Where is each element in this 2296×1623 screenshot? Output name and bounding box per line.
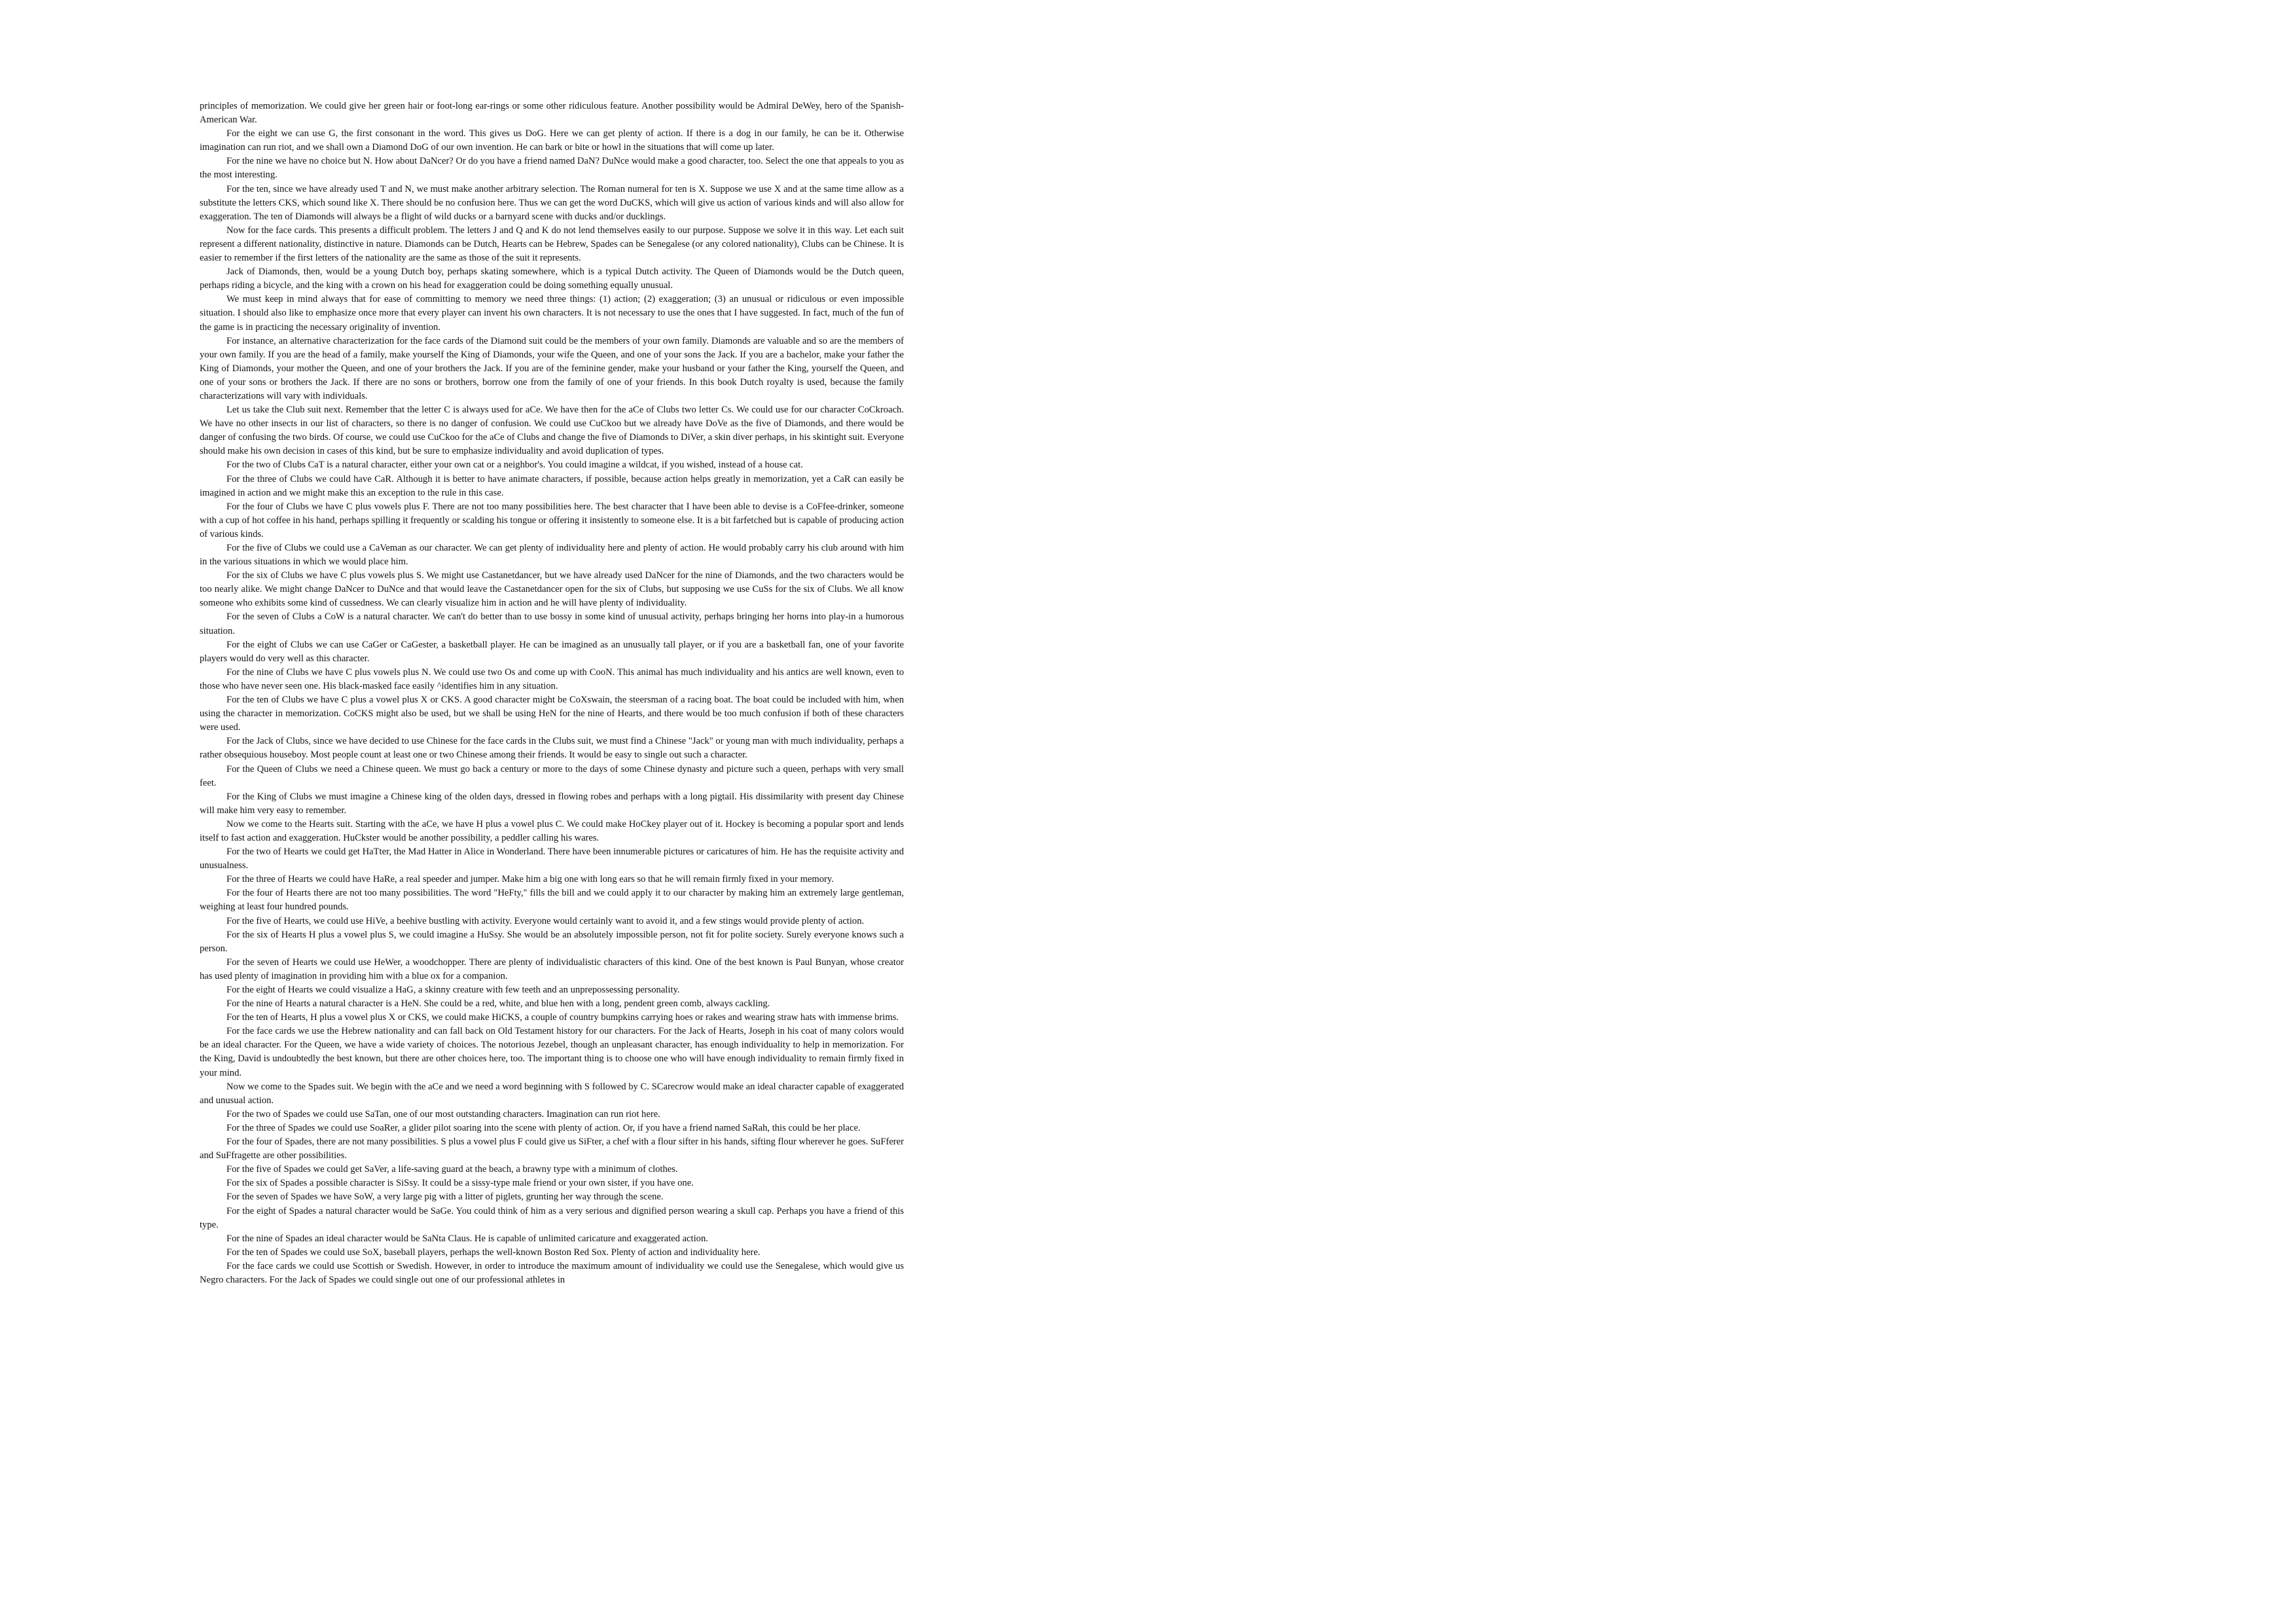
paragraph: Let us take the Club suit next. Remember that the letter C is always used for aCe. We have then for the aCe of Clubs two letter Cs. We could use for our character CoCkroach. We have no other insects in our list of characters, so there is no danger of confusion. We could use CuCkoo but we already have DoVe as the five of Diamonds, and there would be danger of confusing the two birds. Of course, we could use CuCkoo for the aCe of Clubs and change the five of Diamonds to DiVer, a skin diver perhaps, in his skintight suit. Everyone should make his own decision in cases of this kind, but be sure to emphasize individuality and avoid duplication of types. [200, 405, 904, 457]
paragraph: For the nine we have no choice but N. How about DaNcer? Or do you have a friend named DaN? DuNce would make a good character, too. Select the one that appeals to you as the most interesting. [200, 156, 904, 181]
paragraph: For the five of Spades we could get SaVer, a life-saving guard at the beach, a brawny type with a minimum of clothes. [226, 1164, 678, 1175]
paragraph: For the six of Hearts H plus a vowel plus S, we could imagine a HuSsy. She would be an absolutely impossible person, not fit for polite society. Surely everyone knows such a person. [200, 929, 904, 954]
paragraph: For the seven of Clubs a CoW is a natural character. We can't do better than to use bossy in some kind of unusual activity, perhaps bringing her horns into play-in a humorous situation. [200, 611, 904, 636]
paragraph: For the face cards we could use Scottish or Swedish. However, in order to introduce the maximum amount of individuality we could use the Senegalese, which would give us Negro characters. For the Jack of Spades we could single out one of our professional athletes in [200, 1260, 904, 1285]
paragraph: For the ten, since we have already used T and N, we must make another arbitrary selection. The Roman numeral for ten is X. Suppose we use X and at the same time allow as a substitute the letters CKS, which sound like X. There should be no confusion here. Thus we can get the word DuCKS, which will give us action of various kinds and will also allow for exaggeration. The ten of Diamonds will always be a flight of wild ducks or a barnyard scene with ducks and/or ducklings. [200, 183, 904, 222]
paragraph: For the five of Hearts, we could use HiVe, a beehive bustling with activity. Everyone would certainly want to avoid it, and a few stings would provide plenty of action. [226, 915, 865, 926]
paragraph: For the seven of Spades we have SoW, a very large pig with a litter of piglets, grunting her way through the scene. [226, 1192, 664, 1203]
paragraph: For the two of Hearts we could get HaTter, the Mad Hatter in Alice in Wonderland. There have been innumerable pictures or caricatures of him. He has the requisite activity and unusualness. [200, 847, 904, 871]
paragraph: For the two of Spades we could use SaTan, one of our most outstanding characters. Imagination can run riot here. [226, 1108, 660, 1120]
paragraph: For the eight of Hearts we could visualize a HaG, a skinny creature with few teeth and an unprepossessing personality. [226, 985, 680, 995]
paragraph: For instance, an alternative characterization for the face cards of the Diamond suit could be the members of your own family. Diamonds are valuable and so are the members of your own family. If you are the head of a family, make yourself the King of Diamonds, your wife the Queen, and one of your sons the Jack. If you are a bachelor, make your father the King of Diamonds, your mother the Queen, and one of your brothers the Jack. If you are of the feminine gender, make your husband or your father the King, yourself the Queen, and one of your sons or brothers the Jack. If there are no sons or brothers, borrow one from the family of one of your friends. In this book Dutch royalty is used, because the family characterizations will vary with individuals. [200, 335, 904, 401]
paragraph: principles of memorization. We could give her green hair or foot-long ear-rings or some other ridiculous feature. Another possibility would be Admiral DeWey, hero of the Spanish-American War. [200, 101, 904, 126]
paragraph: For the ten of Clubs we have C plus a vowel plus X or CKS. A good character might be CoXswain, the steersman of a racing boat. The boat could be included with him, when using the character in memorization. CoCKS might also be used, but we shall be using HeN for the nine of Hearts, and there would be too much confusion if both of these characters were used. [200, 695, 904, 733]
paragraph: For the eight we can use G, the first consonant in the word. This gives us DoG. Here we can get plenty of action. If there is a dog in our family, he can be it. Otherwise imagination can run riot, and we shall own a Diamond DoG of our own invention. He can bark or bite or howl in the situations that will come up later. [200, 128, 904, 153]
paragraph: For the four of Spades, there are not many possibilities. S plus a vowel plus F could give us SiFter, a chef with a flour sifter in his hands, sifting flour wherever he goes. SuFferer and SuFfragette are other possibilities. [200, 1137, 904, 1161]
paragraph: Now we come to the Hearts suit. Starting with the aCe, we have H plus a vowel plus C. We could make HoCkey player out of it. Hockey is becoming a popular sport and lends itself to fast action and exaggeration. HuCkster would be another possibility, a peddler calling his wares. [200, 818, 904, 843]
paragraph: For the six of Spades a possible character is SiSsy. It could be a sissy-type male friend or your own sister, if you have one. [226, 1178, 694, 1189]
paragraph: For the Jack of Clubs, since we have decided to use Chinese for the face cards in the Clubs suit, we must find a Chinese "Jack" or young man with much individuality, perhaps a rather obsequious houseboy. Most people count at least one or two Chinese among their friends. It would be easy to single out such a character. [200, 736, 904, 761]
paragraph: For the six of Clubs we have C plus vowels plus S. We might use Castanetdancer, but we have already used DaNcer for the nine of Diamonds, and the two characters would be too nearly alike. We might change DaNcer to DuNce and that would leave the Castanetdancer open for the six of Clubs, but supposing we use CuSs for the six of Clubs. We all know someone who exhibits some kind of cussedness. We can clearly visualize him in action and he will have plenty of individuality. [200, 570, 904, 609]
paragraph: For the nine of Spades an ideal character would be SaNta Claus. He is capable of unlimited caricature and exaggerated action. [226, 1233, 708, 1244]
paragraph: For the four of Hearts there are not too many possibilities. The word "HeFty," fills the bill and we could apply it to our character by making him an extremely large gentleman, weighing at least four hundred pounds. [200, 888, 904, 913]
paragraph: For the eight of Clubs we can use CaGer or CaGester, a basketball player. He can be imagined as an unusually tall player, or if you are a basketball fan, one of your favorite players would do very well as this character. [200, 639, 904, 664]
paragraph: For the two of Clubs CaT is a natural character, either your own cat or a neighbor's. You could imagine a wildcat, if you wished, instead of a house cat. [226, 460, 803, 471]
paragraph: For the three of Spades we could use SoaRer, a glider pilot soaring into the scene with plenty of action. Or, if you have a friend named SaRah, this could be her place. [226, 1122, 861, 1133]
paragraph: For the face cards we use the Hebrew nationality and can fall back on Old Testament history for our characters. For the Jack of Hearts, Joseph in his coat of many colors would be an ideal character. For the Queen, we have a wide variety of choices. The notorious Jezebel, though an unpleasant character, has enough individuality to help in memorization. For the King, David is undoubtedly the best known, but there are other choices here, too. The important thing is to choose one who will have enough individuality to remain firmly fixed in your mind. [200, 1026, 904, 1078]
paragraph: We must keep in mind always that for ease of committing to memory we need three things: (1) action; (2) exaggeration; (3) an unusual or ridiculous or even impossible situation. I should also like to emphasize once more that every player can invent his own characters. It is not necessary to use the ones that I have suggested. In fact, much of the fun of the game is in practicing the necessary originality of invention. [200, 294, 904, 333]
paragraph: For the seven of Hearts we could use HeWer, a woodchopper. There are plenty of individualistic characters of this kind. One of the best known is Paul Bunyan, whose creator has used plenty of imagination in providing him with a blue ox for a companion. [200, 957, 904, 981]
paragraph: For the eight of Spades a natural character would be SaGe. You could think of him as a very serious and dignified person wearing a skull cap. Perhaps you have a friend of this type. [200, 1205, 904, 1230]
text-column [200, 100, 904, 1287]
paragraph: For the five of Clubs we could use a CaVeman as our character. We can get plenty of individuality here and plenty of action. He would probably carry his club around with him in the various situations in which we would place him. [200, 543, 904, 568]
paragraph: For the nine of Clubs we have C plus vowels plus N. We could use two Os and come up with CooN. This animal has much individuality and his antics are well known, even to those who have never seen one. His black-masked face easily ^identifies him in any situation. [200, 666, 904, 691]
paragraph: Jack of Diamonds, then, would be a young Dutch boy, perhaps skating somewhere, which is a typical Dutch activity. The Queen of Diamonds would be the Dutch queen, perhaps riding a bicycle, and the king with a crown on his head for exaggeration could be doing something equally unusual. [200, 266, 904, 291]
paragraph: For the nine of Hearts a natural character is a HeN. She could be a red, white, and blue hen with a long, pendent green comb, always cackling. [226, 998, 770, 1010]
paragraph: For the three of Clubs we could have CaR. Although it is better to have animate characters, if possible, because action helps greatly in memorization, yet a CaR can easily be imagined in action and we might make this an exception to the rule in this case. [200, 473, 904, 498]
paragraph: For the three of Hearts we could have HaRe, a real speeder and jumper. Make him a big one with long ears so that he will remain firmly fixed in your memory. [226, 874, 834, 885]
paragraph: For the Queen of Clubs we need a Chinese queen. We must go back a century or more to the days of some Chinese dynasty and picture such a queen, perhaps with very small feet. [200, 763, 904, 788]
paragraph: Now for the face cards. This presents a difficult problem. The letters J and Q and K do not lend themselves easily to our purpose. Suppose we solve it in this way. Let each suit represent a different nationality, distinctive in nature. Diamonds can be Dutch, Hearts can be Hebrew, Spades can be Senegalese (or any colored nationality), Clubs can be Chinese. It is easier to remember if the first letters of the nationality are the same as those of the suit it represents. [200, 225, 904, 264]
paragraph: For the four of Clubs we have C plus vowels plus F. There are not too many possibilities here. The best character that I have been able to devise is a CoFfee-drinker, someone with a cup of hot coffee in his hand, perhaps spilling it frequently or scalding his tongue or offering it insistently to someone else. It is a bit farfetched but is capable of producing action of various kinds. [200, 501, 904, 539]
paragraph: Now we come to the Spades suit. We begin with the aCe and we need a word beginning with S followed by C. SCarecrow would make an ideal character capable of exaggerated and unusual action. [200, 1081, 904, 1106]
paragraph: For the ten of Hearts, H plus a vowel plus X or CKS, we could make HiCKS, a couple of country bumpkins carrying hoes or rakes and wearing straw hats with immense brims. [226, 1012, 899, 1023]
paragraph: For the ten of Spades we could use SoX, baseball players, perhaps the well-known Boston Red Sox. Plenty of action and individuality here. [226, 1247, 761, 1258]
paragraph: For the King of Clubs we must imagine a Chinese king of the olden days, dressed in flowing robes and perhaps with a long pigtail. His dissimilarity with present day Chinese will make him very easy to remember. [200, 791, 904, 816]
